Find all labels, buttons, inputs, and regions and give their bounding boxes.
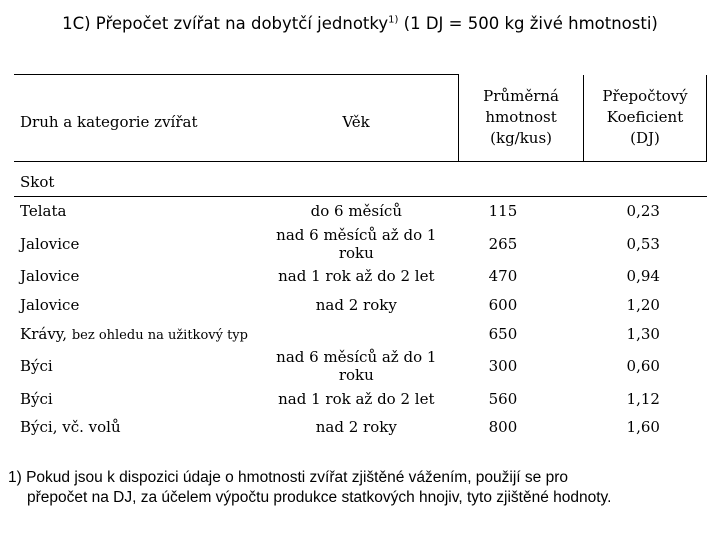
cell-weight: 115 bbox=[488, 202, 518, 221]
cell-coef: 0,23 bbox=[626, 202, 660, 221]
table-row bbox=[14, 291, 707, 320]
cell-age: nad 2 roky bbox=[315, 295, 397, 314]
page-title bbox=[0, 14, 720, 33]
cell-coef: 1,30 bbox=[626, 324, 660, 343]
title-footnote-marker: 1) bbox=[388, 14, 399, 26]
footnote bbox=[8, 468, 713, 508]
header-weight-line: Průměrná bbox=[483, 87, 559, 106]
table-row bbox=[14, 197, 707, 226]
title-text: 1C) Přepočet zvířat na dobytčí jednotky bbox=[62, 14, 389, 33]
cell-weight: 650 bbox=[488, 324, 518, 343]
cell-coef: 0,60 bbox=[626, 357, 660, 376]
cell-category: Jalovice bbox=[20, 267, 80, 286]
cell-age: nad 6 měsíců až do 1 roku bbox=[276, 348, 437, 385]
table-row bbox=[14, 262, 707, 291]
cell-coef: 0,94 bbox=[626, 267, 660, 286]
cell-weight: 800 bbox=[488, 418, 518, 437]
table-row bbox=[14, 384, 707, 413]
header-coef-line: Koeficient bbox=[606, 108, 684, 127]
cell-category: Býci bbox=[20, 389, 53, 408]
cell-coef: 0,53 bbox=[626, 234, 660, 253]
cell-weight: 600 bbox=[488, 295, 518, 314]
header-category: Druh a kategorie zvířat bbox=[14, 75, 254, 162]
title-suffix: (1 DJ = 500 kg živé hmotnosti) bbox=[403, 14, 658, 33]
cell-weight: 300 bbox=[488, 357, 518, 376]
table-row bbox=[14, 319, 707, 348]
cell-age: nad 6 měsíců až do 1 roku bbox=[276, 225, 437, 262]
cell-weight: 265 bbox=[488, 234, 518, 253]
cell-coef: 1,60 bbox=[626, 418, 660, 437]
cell-category: Býci bbox=[20, 357, 53, 376]
table-row bbox=[14, 226, 707, 262]
cell-category-main: Krávy, bbox=[20, 324, 68, 343]
header-weight-line: (kg/kus) bbox=[490, 129, 553, 148]
cell-age bbox=[254, 319, 459, 348]
header-weight bbox=[459, 75, 584, 162]
header-coef-line: (DJ) bbox=[630, 129, 660, 148]
cell-coef: 1,12 bbox=[626, 389, 660, 408]
livestock-unit-table bbox=[14, 74, 707, 442]
table-row bbox=[14, 348, 707, 384]
header-weight-line: hmotnost bbox=[485, 108, 557, 127]
section-label: Skot bbox=[14, 162, 707, 197]
cell-weight: 560 bbox=[488, 389, 518, 408]
cell-category: Jalovice bbox=[20, 234, 80, 253]
cell-age: nad 1 rok až do 2 let bbox=[278, 389, 435, 408]
cell-category: Telata bbox=[20, 202, 67, 221]
cell-category: Býci, vč. volů bbox=[20, 418, 121, 437]
cell-age: do 6 měsíců bbox=[310, 202, 402, 221]
cell-category bbox=[14, 319, 254, 348]
cell-coef: 1,20 bbox=[626, 295, 660, 314]
header-coefficient bbox=[584, 75, 707, 162]
section-row bbox=[14, 162, 707, 197]
cell-category-note: bez ohledu na užitkový typ bbox=[71, 327, 248, 343]
cell-weight: 470 bbox=[488, 267, 518, 286]
header-age: Věk bbox=[254, 75, 459, 162]
header-coef-line: Přepočtový bbox=[602, 87, 688, 106]
cell-category: Jalovice bbox=[20, 295, 80, 314]
footnote-line: přepočet na DJ, za účelem výpočtu produkce statkových hnojiv, tyto zjištěné hodnoty. bbox=[27, 489, 612, 506]
footnote-line: 1) Pokud jsou k dispozici údaje o hmotnosti zvířat zjištěné vážením, použijí se pro bbox=[8, 469, 568, 486]
table-row bbox=[14, 413, 707, 442]
table-header-row bbox=[14, 75, 707, 162]
cell-age: nad 2 roky bbox=[315, 418, 397, 437]
cell-age: nad 1 rok až do 2 let bbox=[278, 267, 435, 286]
